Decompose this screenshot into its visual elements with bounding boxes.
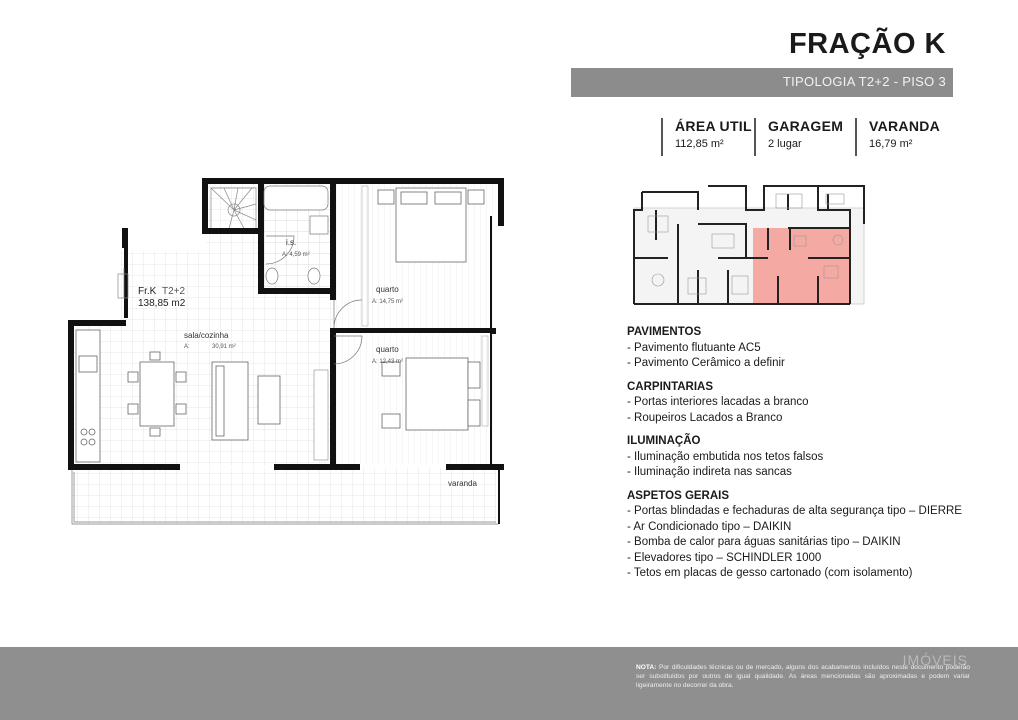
unit-type: T2+2	[162, 286, 186, 297]
spec-item: - Roupeiros Lacados a Branco	[627, 411, 783, 424]
room-area-bathroom: A: 4,59 m²	[282, 252, 310, 258]
room-name-bedroom-1: quarto	[376, 285, 399, 294]
room-name-balcony: varanda	[448, 479, 477, 488]
kitchen-counter	[76, 330, 100, 462]
spec-title-lighting: ILUMINAÇÃO	[627, 435, 701, 447]
spec-item: - Pavimento flutuante AC5	[627, 341, 761, 354]
living-floor	[72, 326, 332, 466]
stat-balcony	[855, 118, 940, 156]
floor-plan	[66, 176, 512, 530]
spec-item: - Pavimento Cerâmico a definir	[627, 357, 785, 369]
spec-title-floors: PAVIMENTOS	[627, 326, 702, 338]
spec-item: - Ar Condicionado tipo – DAIKIN	[627, 520, 792, 533]
unit-area: 138,85 m2	[138, 298, 186, 309]
spec-item: - Portas blindadas e fechaduras de alta segurança tipo – DIERRE	[627, 505, 962, 517]
room-name-bathroom: i.s.	[286, 238, 297, 247]
typology-label: TIPOLOGIA T2+2 - PISO 3	[782, 74, 946, 89]
stat-area-value: 112,85 m²	[675, 138, 724, 150]
spec-item: - Iluminação embutida nos tetos falsos	[627, 450, 824, 463]
stat-garage	[754, 118, 843, 156]
typology-bar	[571, 68, 953, 97]
stat-balcony-value: 16,79 m²	[869, 138, 913, 150]
room-area-bedroom-2: A: 12,43 m²	[372, 359, 404, 365]
stat-garage-label: GARAGEM	[768, 118, 844, 134]
key-plan	[628, 180, 870, 308]
unit-label: Fr.K	[138, 286, 157, 297]
room-name-living: sala/cozinha	[184, 331, 229, 340]
room-name-bedroom-2: quarto	[376, 345, 399, 354]
spec-item: - Bomba de calor para águas sanitárias tipo – DAIKIN	[627, 536, 901, 548]
tv-unit	[314, 370, 328, 460]
spec-item: - Iluminação indireta nas sancas	[627, 466, 792, 478]
room-area-living: 30,91 m²	[212, 344, 236, 350]
coffee-table	[258, 376, 280, 424]
note-text: Por dificuldades técnicas ou de mercado, alguns dos acabamentos incluídos neste documento poderão ser substituídos por outros de igual qualidade. As áreas mencionadas são aproximadas e podem variar ligeiramente no decorrer da obra.	[636, 664, 970, 689]
stat-area	[661, 118, 752, 156]
spec-title-general: ASPETOS GERAIS	[627, 489, 730, 502]
brand-watermark: IMÓVEIS	[902, 652, 968, 668]
page-title: FRAÇÃO K	[788, 28, 946, 60]
stat-area-label: ÁREA UTIL	[675, 118, 752, 134]
room-area-prefix-living: A:	[184, 344, 190, 350]
spec-item: - Portas interiores lacadas a branco	[627, 396, 809, 408]
spec-item: - Tetos em placas de gesso cartonado (com isolamento)	[627, 567, 913, 579]
stat-garage-value: 2 lugar	[768, 138, 802, 150]
sofa	[212, 362, 248, 440]
specifications	[627, 325, 987, 582]
disclaimer-note	[636, 663, 970, 690]
stat-balcony-label: VARANDA	[869, 118, 941, 134]
spec-title-carpentry: CARPINTARIAS	[627, 380, 714, 393]
spec-item: - Elevadores tipo – SCHINDLER 1000	[627, 551, 822, 564]
room-area-bedroom-1: A: 14,75 m²	[372, 299, 404, 305]
balcony-floor	[72, 468, 496, 523]
note-label: NOTA:	[636, 664, 657, 671]
